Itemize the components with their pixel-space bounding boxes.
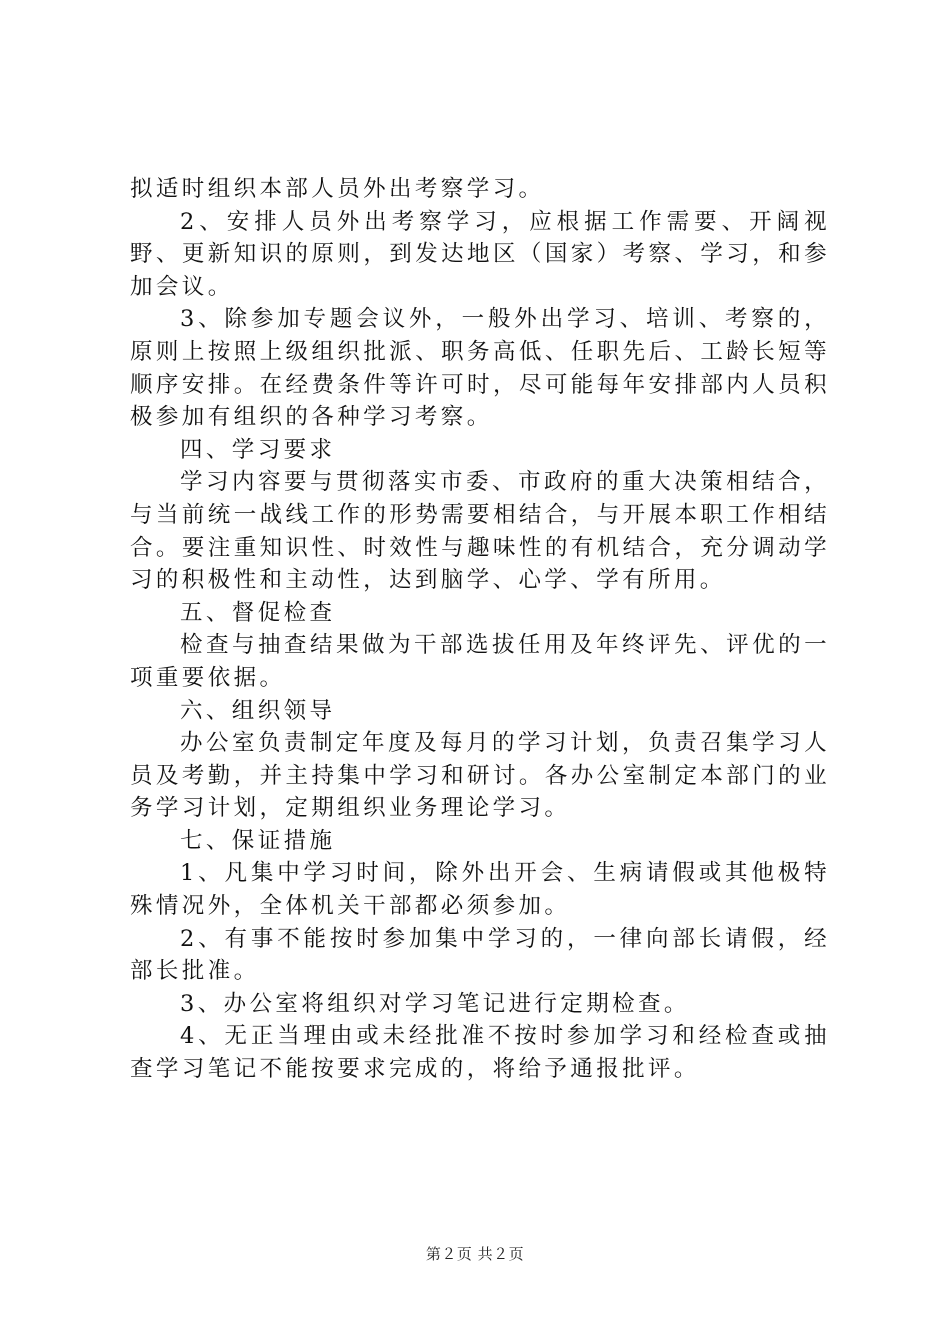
- paragraph-measure-1: 1、凡集中学习时间，除外出开会、生病请假或其他极特殊情况外，全体机关干部都必须参加。: [130, 860, 830, 920]
- paragraph-supervision: 检查与抽查结果做为干部选拔任用及年终评先、评优的一项重要依据。: [130, 632, 830, 691]
- paragraph-leadership: 办公室负责制定年度及每月的学习计划，负责召集学习人员及考勤，并主持集中学习和研讨。各办公室制定本部门的业务学习计划，定期组织业务理论学习。: [130, 730, 830, 822]
- page-number-footer: 第２页 共２页: [425, 1245, 525, 1263]
- paragraph-measure-2: 2、有事不能按时参加集中学习的，一律向部长请假，经部长批准。: [130, 925, 830, 985]
- section-heading-leadership: 六、组织领导: [180, 697, 336, 724]
- paragraph-continuation: 拟适时组织本部人员外出考察学习。: [130, 176, 545, 202]
- paragraph-measure-3: 3、办公室将组织对学习笔记进行定期检查。: [180, 990, 690, 1017]
- section-heading-study-requirements: 四、学习要求: [180, 436, 336, 463]
- section-heading-measures: 七、保证措施: [180, 827, 336, 854]
- section-heading-supervision: 五、督促检查: [180, 599, 336, 626]
- paragraph-study-requirements: 学习内容要与贯彻落实市委、市政府的重大决策相结合，与当前统一战线工作的形势需要相结合，与开展本职工作相结合。要注重知识性、时效性与趣味性的有机结合，充分调动学习的积极性和主动性，达到脑学、心学、学有所用。: [130, 469, 830, 594]
- paragraph-measure-4: 4、无正当理由或未经批准不按时参加学习和经检查或抽查学习笔记不能按要求完成的，将给予通报批评。: [130, 1023, 830, 1083]
- paragraph-item-2: 2、安排人员外出考察学习，应根据工作需要、开阔视野、更新知识的原则，到发达地区（国家）考察、学习，和参加会议。: [130, 208, 830, 300]
- paragraph-item-3: 3、除参加专题会议外，一般外出学习、培训、考察的，原则上按照上级组织批派、职务高低、任职先后、工龄长短等顺序安排。在经费条件等许可时，尽可能每年安排部内人员积极参加有组织的各种学习考察。: [130, 306, 830, 431]
- document-body: [130, 173, 830, 1086]
